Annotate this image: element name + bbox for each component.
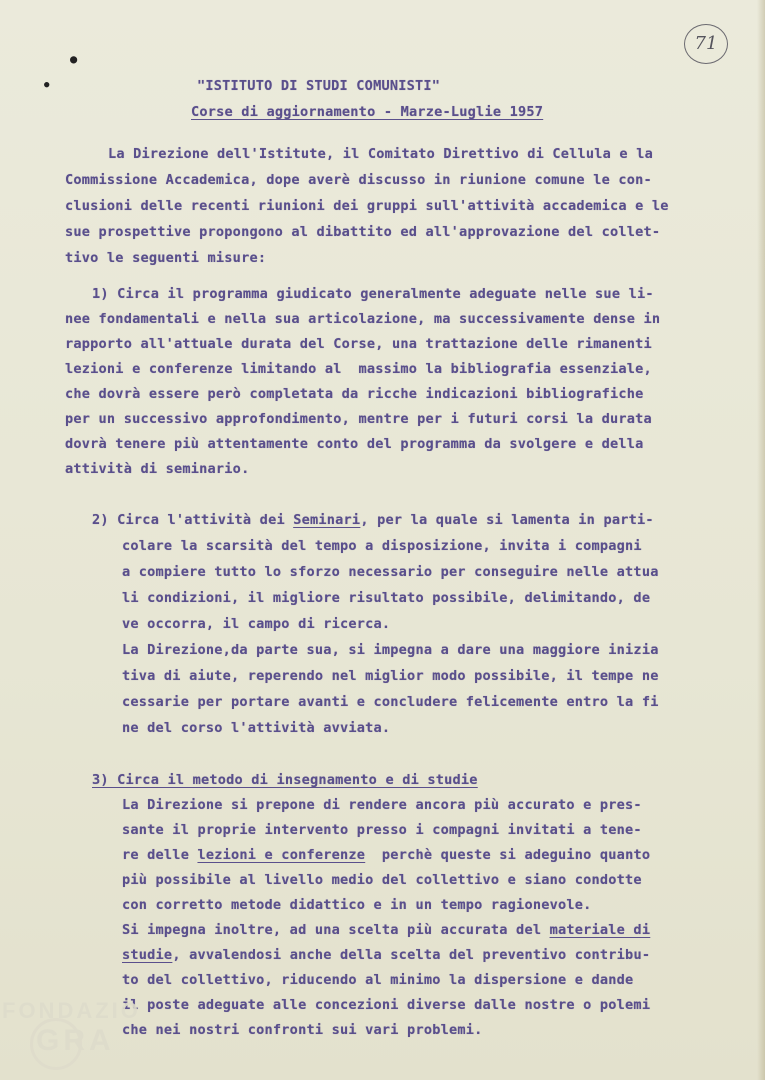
point2-prefix: 2) Circa l'attività dei [92, 512, 294, 528]
point1-line: che dovrà essere però completata da ricche indicazioni bibliografiche [65, 386, 644, 402]
point1-line: dovrà tenere più attentamente conto del programma da svolgere e della [65, 436, 644, 452]
point3-text: re delle [122, 847, 198, 863]
course-title: Corse di aggiornamento - Marze-Luglie 1957 [191, 104, 544, 120]
watermark-text: GRA [36, 1024, 115, 1057]
point3-line: il poste adeguate alle concezioni diverse dalle nostre o polemi [122, 997, 651, 1013]
point3-line [122, 922, 650, 938]
materiale-underlined: materiale di [549, 922, 651, 938]
point1-line: 1) Circa il programma giudicato generalmente adeguate nelle sue li- [92, 286, 654, 302]
intro-line: Commissione Accademica, dope averè discusso in riunione comune le con- [65, 172, 652, 188]
point2-line: tiva di aiute, reperendo nel miglior modo possibile, il tempe ne [122, 668, 659, 684]
point3-text: perchè queste si adeguino quanto [365, 847, 651, 863]
intro-line: La Direzione dell'Istitute, il Comitato Direttivo di Cellula e la [108, 146, 653, 162]
point2-rest: , per la quale si lamenta in parti- [360, 512, 654, 528]
ink-mark: ● [70, 52, 78, 66]
point2-line: li condizioni, il migliore risultato possibile, delimitando, de [122, 590, 651, 606]
point2-line: ve occorra, il campo di ricerca. [122, 616, 391, 632]
lezioni-conferenze-underlined: lezioni e conferenze [197, 847, 366, 863]
point1-line: nee fondamentali e nella sua articolazione, ma successivamente dense in [65, 311, 661, 327]
point3-line: più possibile al livello medio del collettivo e siano condotte [122, 872, 642, 888]
point1-line: rapporto all'attuale durata del Corse, una trattazione delle rimanenti [65, 336, 652, 352]
point3-line [122, 947, 650, 963]
point3-line: La Direzione si prepone di rendere ancora più accurato e pres- [122, 797, 642, 813]
point1-line: lezioni e conferenze limitando al massimo la bibliografia essenziale, [65, 361, 652, 377]
point2-line: ne del corso l'attività avviata. [122, 720, 391, 736]
point2-line: La Direzione,da parte sua, si impegna a dare una maggiore inizia [122, 642, 659, 658]
point2-line: cessarie per portare avanti e concludere felicemente entro la fi [122, 694, 659, 710]
page-number: 71 [684, 24, 728, 64]
point3-line: con corretto metode didattico e in un tempo ragionevole. [122, 897, 592, 913]
watermark-text: FONDAZIO [2, 998, 141, 1023]
point3-line: che nei nostri confronti sui vari problemi. [122, 1022, 483, 1038]
point2-line: a compiere tutto lo sforzo necessario per conseguire nelle attua [122, 564, 659, 580]
ink-mark: ● [44, 80, 50, 90]
page-edge [757, 0, 765, 1080]
intro-line: sue prospettive propongono al dibattito ed all'approvazione del collet- [65, 224, 661, 240]
point3-line: sante il proprie intervento presso i compagni invitati a tene- [122, 822, 642, 838]
point3-text: , avvalendosi anche della scelta del preventivo contribu- [172, 947, 651, 963]
intro-line: tivo le seguenti misure: [65, 250, 267, 266]
point2-line: colare la scarsità del tempo a disposizione, invita i compagni [122, 538, 642, 554]
institute-title: "ISTITUTO DI STUDI COMUNISTI" [197, 78, 441, 94]
point3-heading: 3) Circa il metodo di insegnamento e di studie [92, 772, 478, 788]
point1-line: per un successivo approfondimento, mentre per i futuri corsi la durata [65, 411, 652, 427]
studio-underlined: studie [122, 947, 173, 963]
point3-text: Si impegna inoltre, ad una scelta più accurata del [122, 922, 550, 938]
point3-line [122, 847, 650, 863]
intro-line: clusioni delle recenti riunioni dei gruppi sull'attività accademica e le [65, 198, 669, 214]
point3-line: to del collettivo, riducendo al minimo la dispersione e dande [122, 972, 634, 988]
point2-first-line [92, 512, 654, 528]
seminari-underlined: Seminari [293, 512, 361, 528]
point1-line: attività di seminario. [65, 461, 250, 477]
